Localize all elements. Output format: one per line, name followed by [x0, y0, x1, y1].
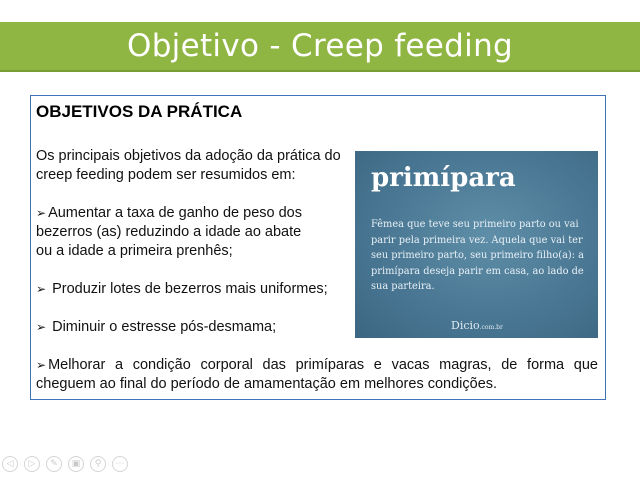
bullet-arrow-icon: ➢	[36, 282, 47, 296]
bullet-2	[36, 280, 328, 299]
dictionary-word: primípara	[371, 163, 516, 193]
dictionary-definition: Fêmea que teve seu primeiro parto ou vai parir pela primeira vez. Aquela que vai ter seu primeiro parto, seu primeiro filho(a): a primípara deseja parir em casa, ao lado de sua parteira.	[371, 219, 584, 292]
bullet-4	[36, 356, 598, 394]
next-slide-icon[interactable]: ▷	[24, 456, 40, 472]
intro-text-line1: Os principais objetivos da adoção da prática do	[36, 148, 341, 164]
slides-overview-icon[interactable]: ▣	[68, 456, 84, 472]
bullet-arrow-icon: ➢	[36, 320, 47, 334]
section-heading: OBJETIVOS DA PRÁTICA	[36, 102, 243, 121]
bullet-3	[36, 318, 276, 337]
slide-title: Objetivo - Creep feeding	[127, 28, 513, 64]
bullet-4-text: Melhorar a condição corporal das primíparas e vacas magras, de forma que cheguem ao final do período de amamentação em melhores condições.	[36, 357, 598, 392]
pen-icon[interactable]: ✎	[46, 456, 62, 472]
bullet-2-text: Produzir lotes de bezerros mais uniformes;	[48, 281, 328, 297]
more-options-icon[interactable]: ⋯	[112, 456, 128, 472]
bullet-1-line1	[36, 204, 302, 223]
dictionary-image	[355, 151, 598, 338]
zoom-icon[interactable]: ⚲	[90, 456, 106, 472]
bullet-1-line3: ou a idade a primeira prenhês;	[36, 243, 233, 259]
slideshow-nav-bar	[2, 456, 128, 474]
bullet-1-text: Aumentar a taxa de ganho de peso dos	[48, 205, 302, 221]
bullet-arrow-icon: ➢	[36, 206, 47, 220]
bullet-1-line2: bezerros (as) reduzindo a idade ao abate	[36, 224, 302, 240]
previous-slide-icon[interactable]: ◁	[2, 456, 18, 472]
bullet-3-text: Diminuir o estresse pós-desmama;	[48, 319, 277, 335]
slide-title-bar	[0, 22, 640, 72]
bullet-arrow-icon: ➢	[36, 358, 47, 372]
dicio-logo: Dicio.com.br	[451, 319, 503, 332]
intro-text-line2: creep feeding podem ser resumidos em:	[36, 167, 296, 183]
